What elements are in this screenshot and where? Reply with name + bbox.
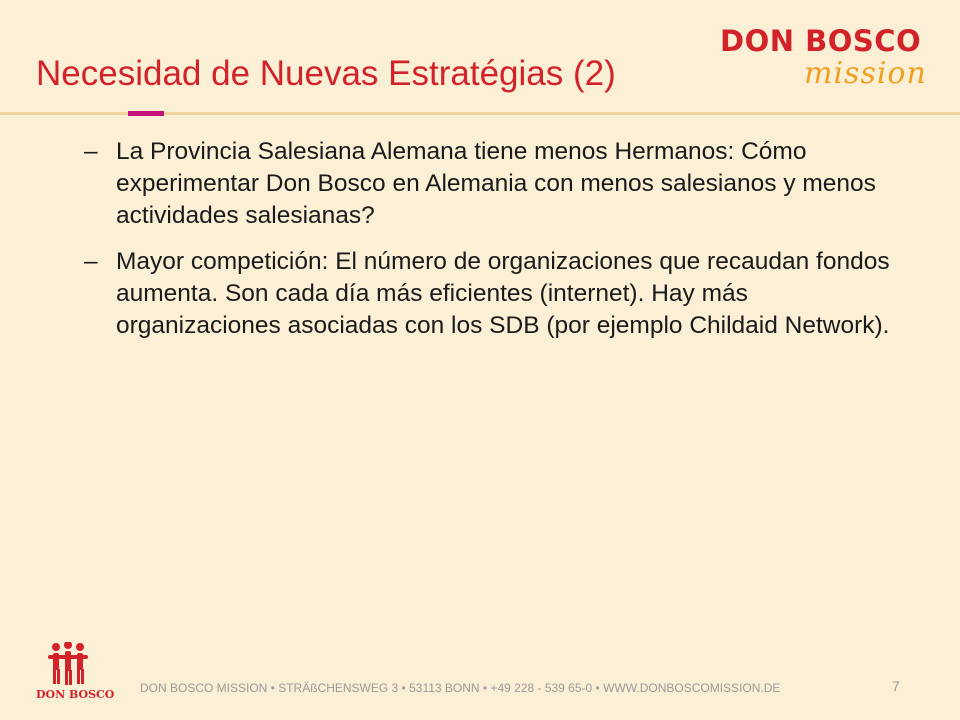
bullet-text: Mayor competición: El número de organizaciones que recaudan fondos aumenta. Son cada día más eficientes (internet). Hay más organizaciones asociadas con los SDB (por ejemplo Childaid Network). <box>116 248 890 339</box>
footer-address: DON BOSCO MISSION • STRÄßCHENSWEG 3 • 53113 BONN • +49 228 - 539 65-0 • WWW.DONBOSCOMISSION.DE <box>140 681 781 695</box>
people-figures-icon <box>36 642 100 688</box>
page-number: 7 <box>892 678 900 694</box>
logo-sub-text: mission <box>804 56 927 91</box>
don-bosco-figures-logo <box>36 642 115 710</box>
bullet-text: La Provincia Salesiana Alemana tiene menos Hermanos: Cómo experimentar Don Bosco en Alemania con menos salesianos y menos actividades salesianas? <box>116 138 876 229</box>
bullet-item <box>84 136 914 232</box>
slide-title: Necesidad de Nuevas Estratégias (2) <box>36 54 616 93</box>
bullet-list <box>84 136 914 356</box>
title-divider-accent <box>128 111 164 116</box>
bullet-marker: – <box>84 138 98 165</box>
don-bosco-mission-logo <box>712 18 927 91</box>
logo-caption: DON BOSCO <box>36 688 115 701</box>
bullet-marker: – <box>84 248 98 275</box>
logo-brand-text: DON BOSCO <box>720 24 922 58</box>
bullet-item <box>84 246 914 342</box>
